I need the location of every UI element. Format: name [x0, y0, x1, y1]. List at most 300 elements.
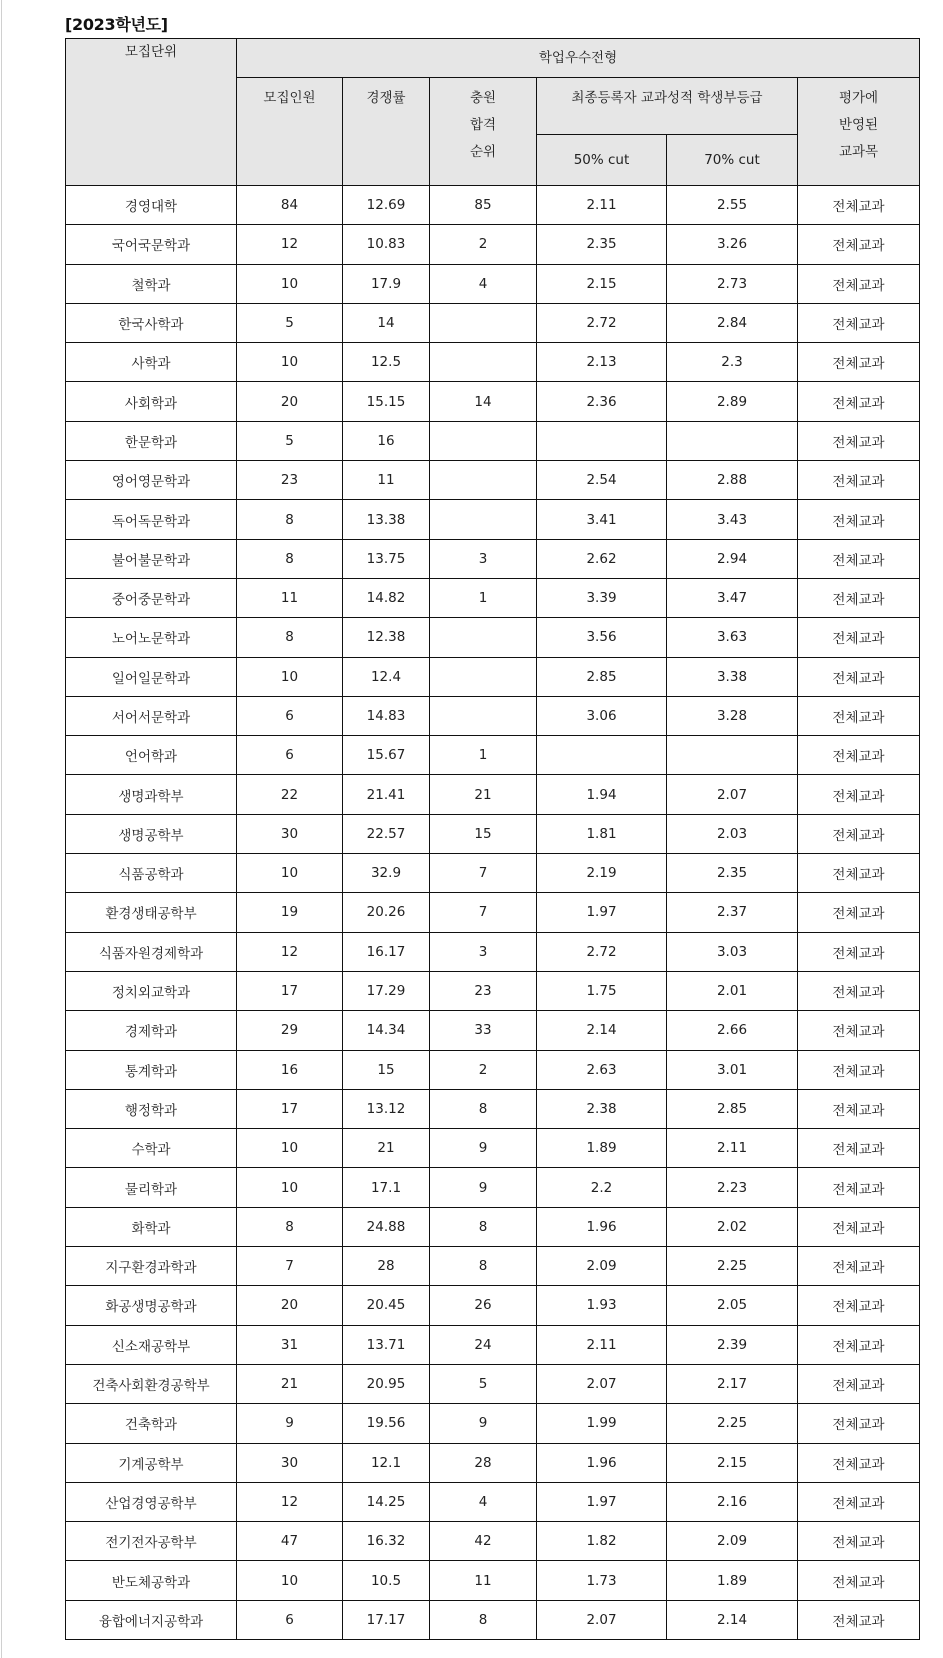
cut70-cell: 3.43 [667, 500, 798, 539]
header-group: 학업우수전형 [237, 39, 920, 78]
cut50-cell [537, 736, 667, 775]
unit-cell: 서어서문학과 [66, 696, 237, 735]
unit-cell: 한문학과 [66, 421, 237, 460]
rank-cell: 85 [430, 186, 537, 225]
rank-cell: 8 [430, 1089, 537, 1128]
unit-cell: 전기전자공학부 [66, 1522, 237, 1561]
cut50-cell: 2.85 [537, 657, 667, 696]
header-subject-line: 교과목 [838, 144, 879, 160]
recruit-cell: 6 [237, 736, 343, 775]
table-row [66, 657, 920, 696]
rank-cell: 8 [430, 1207, 537, 1246]
table-row [66, 971, 920, 1010]
competition-cell: 11 [343, 461, 430, 500]
subject-cell: 전체교과 [798, 932, 920, 971]
cut70-cell [667, 421, 798, 460]
header-rank-line: 충원 [469, 90, 497, 106]
subject-cell: 전체교과 [798, 303, 920, 342]
subject-cell: 전체교과 [798, 1443, 920, 1482]
table-row [66, 1600, 920, 1639]
recruit-cell: 84 [237, 186, 343, 225]
subject-cell: 전체교과 [798, 1522, 920, 1561]
table-row [66, 343, 920, 382]
unit-cell: 화공생명공학과 [66, 1286, 237, 1325]
table-row [66, 1129, 920, 1168]
cut50-cell: 3.41 [537, 500, 667, 539]
subject-cell: 전체교과 [798, 657, 920, 696]
recruit-cell: 12 [237, 1482, 343, 1521]
recruit-cell: 11 [237, 578, 343, 617]
unit-cell: 융합에너지공학과 [66, 1600, 237, 1639]
subject-cell: 전체교과 [798, 775, 920, 814]
cut50-cell: 1.97 [537, 893, 667, 932]
cut70-cell: 2.05 [667, 1286, 798, 1325]
cut50-cell: 2.54 [537, 461, 667, 500]
cut70-cell: 2.15 [667, 1443, 798, 1482]
subject-cell: 전체교과 [798, 1247, 920, 1286]
subject-cell: 전체교과 [798, 343, 920, 382]
page-border [1, 0, 2, 1658]
competition-cell: 21.41 [343, 775, 430, 814]
subject-cell: 전체교과 [798, 736, 920, 775]
unit-cell: 행정학과 [66, 1089, 237, 1128]
rank-cell: 7 [430, 854, 537, 893]
recruit-cell: 17 [237, 1089, 343, 1128]
cut50-cell: 2.07 [537, 1600, 667, 1639]
competition-cell: 24.88 [343, 1207, 430, 1246]
subject-cell: 전체교과 [798, 893, 920, 932]
competition-cell: 14.82 [343, 578, 430, 617]
table-row [66, 1443, 920, 1482]
subject-cell: 전체교과 [798, 421, 920, 460]
cut50-cell: 3.39 [537, 578, 667, 617]
header-competition: 경쟁률 [343, 78, 430, 186]
rank-cell [430, 696, 537, 735]
unit-cell: 화학과 [66, 1207, 237, 1246]
cut50-cell: 1.96 [537, 1207, 667, 1246]
rank-cell [430, 618, 537, 657]
subject-cell: 전체교과 [798, 1404, 920, 1443]
rank-cell: 9 [430, 1129, 537, 1168]
subject-cell: 전체교과 [798, 186, 920, 225]
rank-cell: 26 [430, 1286, 537, 1325]
subject-cell: 전체교과 [798, 225, 920, 264]
header-subject-line: 평가에 [838, 90, 879, 106]
rank-cell: 21 [430, 775, 537, 814]
subject-cell: 전체교과 [798, 854, 920, 893]
cut70-cell: 2.94 [667, 539, 798, 578]
cut70-cell: 2.85 [667, 1089, 798, 1128]
table-row [66, 893, 920, 932]
cut70-cell: 2.25 [667, 1404, 798, 1443]
competition-cell: 13.38 [343, 500, 430, 539]
unit-cell: 환경생태공학부 [66, 893, 237, 932]
table-row [66, 1404, 920, 1443]
rank-cell: 4 [430, 1482, 537, 1521]
unit-cell: 사회학과 [66, 382, 237, 421]
unit-cell: 불어불문학과 [66, 539, 237, 578]
unit-cell: 철학과 [66, 264, 237, 303]
cut70-cell: 2.3 [667, 343, 798, 382]
table-row [66, 1482, 920, 1521]
admission-table [65, 38, 920, 1640]
subject-cell: 전체교과 [798, 1325, 920, 1364]
cut50-cell: 2.11 [537, 186, 667, 225]
recruit-cell: 9 [237, 1404, 343, 1443]
table-row [66, 1089, 920, 1128]
table-body [66, 186, 920, 1640]
cut70-cell: 3.38 [667, 657, 798, 696]
table-row [66, 932, 920, 971]
competition-cell: 13.71 [343, 1325, 430, 1364]
page-title: [2023학년도] [65, 15, 168, 34]
cut50-cell: 2.72 [537, 932, 667, 971]
recruit-cell: 5 [237, 303, 343, 342]
competition-cell: 14.34 [343, 1011, 430, 1050]
rank-cell: 14 [430, 382, 537, 421]
cut70-cell: 2.09 [667, 1522, 798, 1561]
unit-cell: 노어노문학과 [66, 618, 237, 657]
competition-cell: 14.83 [343, 696, 430, 735]
unit-cell: 언어학과 [66, 736, 237, 775]
cut50-cell: 1.97 [537, 1482, 667, 1521]
rank-cell: 8 [430, 1600, 537, 1639]
subject-cell: 전체교과 [798, 1286, 920, 1325]
cut50-cell: 2.19 [537, 854, 667, 893]
cut70-cell: 2.89 [667, 382, 798, 421]
recruit-cell: 22 [237, 775, 343, 814]
competition-cell: 14 [343, 303, 430, 342]
table-row [66, 1561, 920, 1600]
table-row [66, 1050, 920, 1089]
cut70-cell: 2.03 [667, 814, 798, 853]
rank-cell [430, 500, 537, 539]
rank-cell: 15 [430, 814, 537, 853]
unit-cell: 수학과 [66, 1129, 237, 1168]
unit-cell: 중어중문학과 [66, 578, 237, 617]
table-row [66, 1522, 920, 1561]
competition-cell: 12.5 [343, 343, 430, 382]
cut70-cell: 2.23 [667, 1168, 798, 1207]
recruit-cell: 29 [237, 1011, 343, 1050]
rank-cell: 4 [430, 264, 537, 303]
competition-cell: 13.75 [343, 539, 430, 578]
header-rank [430, 78, 537, 186]
unit-cell: 통계학과 [66, 1050, 237, 1089]
header-rank-line: 합격 [469, 117, 497, 133]
competition-cell: 32.9 [343, 854, 430, 893]
unit-cell: 기계공학부 [66, 1443, 237, 1482]
recruit-cell: 8 [237, 539, 343, 578]
unit-cell: 생명과학부 [66, 775, 237, 814]
rank-cell: 11 [430, 1561, 537, 1600]
recruit-cell: 10 [237, 1129, 343, 1168]
recruit-cell: 8 [237, 500, 343, 539]
recruit-cell: 6 [237, 696, 343, 735]
cut50-cell: 2.15 [537, 264, 667, 303]
rank-cell: 2 [430, 1050, 537, 1089]
unit-cell: 독어독문학과 [66, 500, 237, 539]
competition-cell: 17.17 [343, 1600, 430, 1639]
cut70-cell: 3.03 [667, 932, 798, 971]
unit-cell: 경영대학 [66, 186, 237, 225]
table-row [66, 1247, 920, 1286]
rank-cell: 5 [430, 1364, 537, 1403]
rank-cell: 33 [430, 1011, 537, 1050]
competition-cell: 12.1 [343, 1443, 430, 1482]
table-row [66, 1286, 920, 1325]
recruit-cell: 10 [237, 1561, 343, 1600]
cut70-cell: 3.63 [667, 618, 798, 657]
cut50-cell: 2.62 [537, 539, 667, 578]
competition-cell: 21 [343, 1129, 430, 1168]
recruit-cell: 19 [237, 893, 343, 932]
table-row [66, 421, 920, 460]
header-grades: 최종등록자 교과성적 학생부등급 [537, 78, 798, 135]
cut70-cell: 2.73 [667, 264, 798, 303]
recruit-cell: 30 [237, 1443, 343, 1482]
competition-cell: 17.9 [343, 264, 430, 303]
recruit-cell: 7 [237, 1247, 343, 1286]
recruit-cell: 17 [237, 971, 343, 1010]
competition-cell: 20.45 [343, 1286, 430, 1325]
subject-cell: 전체교과 [798, 578, 920, 617]
cut70-cell: 2.02 [667, 1207, 798, 1246]
subject-cell: 전체교과 [798, 1011, 920, 1050]
subject-cell: 전체교과 [798, 1168, 920, 1207]
subject-cell: 전체교과 [798, 618, 920, 657]
cut70-cell: 3.28 [667, 696, 798, 735]
subject-cell: 전체교과 [798, 1482, 920, 1521]
cut50-cell: 3.56 [537, 618, 667, 657]
rank-cell [430, 303, 537, 342]
recruit-cell: 12 [237, 932, 343, 971]
cut50-cell: 2.72 [537, 303, 667, 342]
table-row [66, 1168, 920, 1207]
rank-cell: 9 [430, 1404, 537, 1443]
recruit-cell: 20 [237, 1286, 343, 1325]
subject-cell: 전체교과 [798, 1129, 920, 1168]
unit-cell: 물리학과 [66, 1168, 237, 1207]
cut70-cell: 2.35 [667, 854, 798, 893]
rank-cell: 42 [430, 1522, 537, 1561]
cut50-cell: 1.94 [537, 775, 667, 814]
cut50-cell: 1.89 [537, 1129, 667, 1168]
subject-cell: 전체교과 [798, 1364, 920, 1403]
cut70-cell: 3.01 [667, 1050, 798, 1089]
table-row [66, 264, 920, 303]
rank-cell: 7 [430, 893, 537, 932]
table-row [66, 1325, 920, 1364]
subject-cell: 전체교과 [798, 1050, 920, 1089]
cut50-cell: 1.99 [537, 1404, 667, 1443]
unit-cell: 한국사학과 [66, 303, 237, 342]
table-row [66, 696, 920, 735]
cut70-cell: 2.16 [667, 1482, 798, 1521]
subject-cell: 전체교과 [798, 1561, 920, 1600]
cut70-cell [667, 736, 798, 775]
rank-cell: 2 [430, 225, 537, 264]
recruit-cell: 10 [237, 854, 343, 893]
table-row [66, 461, 920, 500]
cut70-cell: 2.14 [667, 1600, 798, 1639]
rank-cell: 24 [430, 1325, 537, 1364]
recruit-cell: 21 [237, 1364, 343, 1403]
competition-cell: 15.15 [343, 382, 430, 421]
competition-cell: 28 [343, 1247, 430, 1286]
rank-cell: 9 [430, 1168, 537, 1207]
unit-cell: 신소재공학부 [66, 1325, 237, 1364]
subject-cell: 전체교과 [798, 1207, 920, 1246]
recruit-cell: 10 [237, 1168, 343, 1207]
table-row [66, 303, 920, 342]
rank-cell [430, 657, 537, 696]
table-row [66, 539, 920, 578]
competition-cell: 17.1 [343, 1168, 430, 1207]
rank-cell [430, 421, 537, 460]
cut70-cell: 2.17 [667, 1364, 798, 1403]
unit-cell: 반도체공학과 [66, 1561, 237, 1600]
recruit-cell: 31 [237, 1325, 343, 1364]
cut50-cell: 2.35 [537, 225, 667, 264]
competition-cell: 12.4 [343, 657, 430, 696]
unit-cell: 정치외교학과 [66, 971, 237, 1010]
unit-cell: 국어국문학과 [66, 225, 237, 264]
competition-cell: 17.29 [343, 971, 430, 1010]
header-cut50: 50% cut [537, 135, 667, 186]
unit-cell: 식품공학과 [66, 854, 237, 893]
subject-cell: 전체교과 [798, 696, 920, 735]
competition-cell: 15 [343, 1050, 430, 1089]
unit-cell: 영어영문학과 [66, 461, 237, 500]
subject-cell: 전체교과 [798, 461, 920, 500]
table-row [66, 1011, 920, 1050]
rank-cell: 1 [430, 578, 537, 617]
rank-cell [430, 461, 537, 500]
subject-cell: 전체교과 [798, 814, 920, 853]
cut50-cell: 2.38 [537, 1089, 667, 1128]
unit-cell: 건축사회환경공학부 [66, 1364, 237, 1403]
subject-cell: 전체교과 [798, 264, 920, 303]
rank-cell: 1 [430, 736, 537, 775]
unit-cell: 일어일문학과 [66, 657, 237, 696]
cut70-cell: 1.89 [667, 1561, 798, 1600]
recruit-cell: 5 [237, 421, 343, 460]
header-subject-line: 반영된 [838, 117, 879, 133]
competition-cell: 13.12 [343, 1089, 430, 1128]
recruit-cell: 8 [237, 1207, 343, 1246]
cut50-cell: 2.63 [537, 1050, 667, 1089]
cut70-cell: 2.25 [667, 1247, 798, 1286]
header-unit: 모집단위 [66, 39, 237, 186]
table-row [66, 382, 920, 421]
cut50-cell: 3.06 [537, 696, 667, 735]
cut70-cell: 3.47 [667, 578, 798, 617]
competition-cell: 16 [343, 421, 430, 460]
subject-cell: 전체교과 [798, 1600, 920, 1639]
rank-cell [430, 343, 537, 382]
header-cut70: 70% cut [667, 135, 798, 186]
header-recruit: 모집인원 [237, 78, 343, 186]
subject-cell: 전체교과 [798, 500, 920, 539]
cut70-cell: 2.55 [667, 186, 798, 225]
competition-cell: 12.69 [343, 186, 430, 225]
rank-cell: 3 [430, 932, 537, 971]
recruit-cell: 16 [237, 1050, 343, 1089]
subject-cell: 전체교과 [798, 971, 920, 1010]
cut50-cell [537, 421, 667, 460]
competition-cell: 20.26 [343, 893, 430, 932]
table-row [66, 618, 920, 657]
recruit-cell: 20 [237, 382, 343, 421]
competition-cell: 20.95 [343, 1364, 430, 1403]
competition-cell: 16.32 [343, 1522, 430, 1561]
cut70-cell: 2.84 [667, 303, 798, 342]
table-row [66, 736, 920, 775]
subject-cell: 전체교과 [798, 539, 920, 578]
competition-cell: 14.25 [343, 1482, 430, 1521]
cut50-cell: 2.07 [537, 1364, 667, 1403]
rank-cell: 23 [430, 971, 537, 1010]
unit-cell: 경제학과 [66, 1011, 237, 1050]
cut50-cell: 2.13 [537, 343, 667, 382]
unit-cell: 지구환경과학과 [66, 1247, 237, 1286]
cut70-cell: 2.07 [667, 775, 798, 814]
rank-cell: 28 [430, 1443, 537, 1482]
table-row [66, 225, 920, 264]
cut50-cell: 1.75 [537, 971, 667, 1010]
competition-cell: 12.38 [343, 618, 430, 657]
cut70-cell: 2.11 [667, 1129, 798, 1168]
table-row [66, 500, 920, 539]
recruit-cell: 30 [237, 814, 343, 853]
table-row [66, 186, 920, 225]
competition-cell: 16.17 [343, 932, 430, 971]
recruit-cell: 47 [237, 1522, 343, 1561]
competition-cell: 19.56 [343, 1404, 430, 1443]
header-rank-line: 순위 [469, 144, 497, 160]
rank-cell: 3 [430, 539, 537, 578]
cut50-cell: 1.81 [537, 814, 667, 853]
cut50-cell: 1.96 [537, 1443, 667, 1482]
recruit-cell: 12 [237, 225, 343, 264]
table-row [66, 775, 920, 814]
rank-cell: 8 [430, 1247, 537, 1286]
competition-cell: 22.57 [343, 814, 430, 853]
subject-cell: 전체교과 [798, 382, 920, 421]
unit-cell: 건축학과 [66, 1404, 237, 1443]
competition-cell: 10.83 [343, 225, 430, 264]
table-row [66, 854, 920, 893]
cut50-cell: 2.09 [537, 1247, 667, 1286]
table-row [66, 578, 920, 617]
cut70-cell: 3.26 [667, 225, 798, 264]
cut70-cell: 2.66 [667, 1011, 798, 1050]
cut70-cell: 2.88 [667, 461, 798, 500]
cut70-cell: 2.37 [667, 893, 798, 932]
unit-cell: 생명공학부 [66, 814, 237, 853]
cut50-cell: 2.11 [537, 1325, 667, 1364]
subject-cell: 전체교과 [798, 1089, 920, 1128]
recruit-cell: 10 [237, 264, 343, 303]
cut70-cell: 2.01 [667, 971, 798, 1010]
recruit-cell: 10 [237, 657, 343, 696]
cut50-cell: 1.93 [537, 1286, 667, 1325]
cut50-cell: 1.82 [537, 1522, 667, 1561]
cut70-cell: 2.39 [667, 1325, 798, 1364]
cut50-cell: 2.2 [537, 1168, 667, 1207]
recruit-cell: 8 [237, 618, 343, 657]
